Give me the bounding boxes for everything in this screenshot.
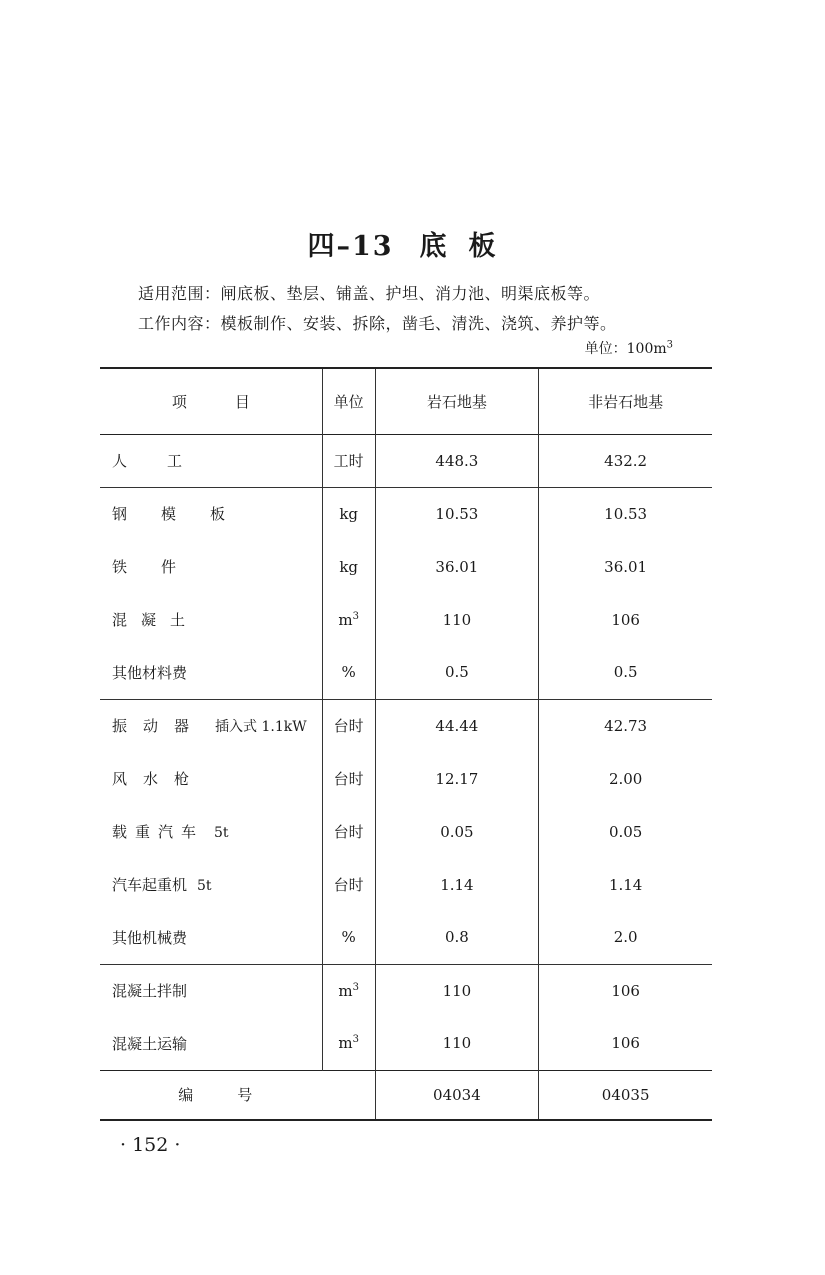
row-unit [322,699,375,752]
row-value-non-rock: 36.01 [604,557,648,576]
row-value-rock: 36.01 [375,540,539,593]
table-row [100,858,712,911]
row-unit [322,911,375,964]
row-unit-text: m [338,981,353,1000]
row-unit-sup: 3 [352,981,359,993]
row-unit [322,1017,375,1070]
code-row [100,1070,712,1120]
header-non-rock-foundation: 非岩石地基 [588,392,664,411]
header-item [100,368,322,434]
row-item-label: 其他机械费 [112,928,188,947]
row-item-name [100,699,322,752]
row-value-non-rock: 432.2 [604,451,648,470]
table-row [100,434,712,487]
page-title [0,224,825,263]
row-item-name [100,858,322,911]
row-item-label: 混凝土运输 [112,1034,188,1053]
row-value-rock: 110 [375,1017,539,1070]
header-item-char1: 项 [171,392,187,411]
row-unit-text: 台时 [333,717,364,736]
row-item-spec: 5t [197,878,212,894]
row-item-name [100,434,322,487]
row-unit-text: % [341,663,356,682]
row-value-non-rock: 106 [611,610,640,629]
unit-note-text: 单位：100m [584,341,667,357]
table-row [100,964,712,1017]
row-item-label: 人工 [112,452,223,470]
row-item-label: 混凝土拌制 [112,982,188,1001]
row-unit-text: 台时 [333,876,364,894]
row-item-spec: 插入式 1.1kW [215,719,307,736]
row-value-rock: 0.05 [375,805,539,858]
row-value-non-rock: 0.5 [613,663,638,682]
row-value-rock: 0.5 [375,646,539,699]
row-item-label: 其他材料费 [112,663,188,682]
row-item-name [100,911,322,964]
unit-note-sup: 3 [666,339,673,351]
table-row [100,487,712,540]
row-unit-text: m [338,610,353,629]
row-unit [322,858,375,911]
row-item-label: 风水枪 [112,770,206,788]
row-unit [322,964,375,1017]
table-header-row [100,368,712,434]
row-item-label: 钢模板 [112,505,260,524]
table-row [100,593,712,646]
page-number: · 152 · [120,1134,181,1156]
row-value-non-rock: 0.05 [608,822,643,841]
quota-table [100,367,712,1121]
work-content-text: 工作内容：模板制作、安装、拆除，凿毛、清洗、浇筑、养护等。 [138,314,617,333]
row-value-non-rock: 10.53 [604,504,648,523]
row-unit [322,487,375,540]
unit-note [585,338,673,358]
header-item-char2: 目 [234,392,250,411]
table-row [100,646,712,699]
row-value-rock: 110 [375,964,539,1017]
row-unit [322,593,375,646]
row-value-rock: 44.44 [375,699,539,752]
row-value-rock: 10.53 [375,487,539,540]
row-unit-text: 工时 [333,452,364,470]
row-value-rock: 0.8 [375,911,539,964]
row-item-name [100,752,322,805]
row-item-name [100,964,322,1017]
row-unit-text: % [341,928,356,947]
row-value-rock: 448.3 [375,434,539,487]
row-item-label: 混凝土 [112,611,200,629]
row-unit-sup: 3 [352,1034,359,1046]
row-item-label: 载重汽车 [112,823,205,841]
title-code: 四–13 [307,231,394,262]
row-unit-text: kg [339,504,359,523]
code-label: 编号 [178,1086,297,1105]
row-item-spec: 5t [214,825,229,841]
row-unit-text: 台时 [333,770,364,788]
row-unit-text: 台时 [333,823,364,841]
row-item-name [100,805,322,858]
row-unit [322,434,375,487]
row-unit [322,805,375,858]
row-unit-text: m [338,1034,353,1053]
row-unit-sup: 3 [352,610,359,622]
scope-text: 适用范围：闸底板、垫层、铺盖、护坦、消力池、明渠底板等。 [138,284,601,303]
table-row [100,805,712,858]
row-unit [322,540,375,593]
row-item-label: 铁件 [112,558,211,576]
row-value-rock: 110 [375,593,539,646]
row-item-label: 汽车起重机 [112,876,188,894]
code-non-rock: 04035 [601,1085,650,1104]
table-row [100,911,712,964]
row-item-name [100,540,322,593]
table-row [100,1017,712,1070]
header-unit: 单位 [322,368,375,434]
row-unit [322,752,375,805]
row-item-name [100,593,322,646]
row-unit [322,646,375,699]
row-value-rock: 12.17 [375,752,539,805]
title-name: 底板 [419,231,518,262]
row-value-non-rock: 42.73 [604,716,648,735]
row-value-non-rock: 2.00 [608,769,643,788]
table-row [100,699,712,752]
table-row [100,540,712,593]
header-rock-foundation: 岩石地基 [375,368,539,434]
row-unit-text: kg [339,557,359,576]
row-value-non-rock: 2.0 [613,928,638,947]
row-item-name [100,487,322,540]
row-value-non-rock: 1.14 [608,875,643,894]
row-value-non-rock: 106 [611,1034,640,1053]
row-item-name [100,646,322,699]
row-item-name [100,1017,322,1070]
row-value-rock: 1.14 [375,858,539,911]
code-rock: 04034 [375,1070,539,1120]
row-item-label: 振动器 [112,717,206,736]
table-row [100,752,712,805]
row-value-non-rock: 106 [611,981,640,1000]
